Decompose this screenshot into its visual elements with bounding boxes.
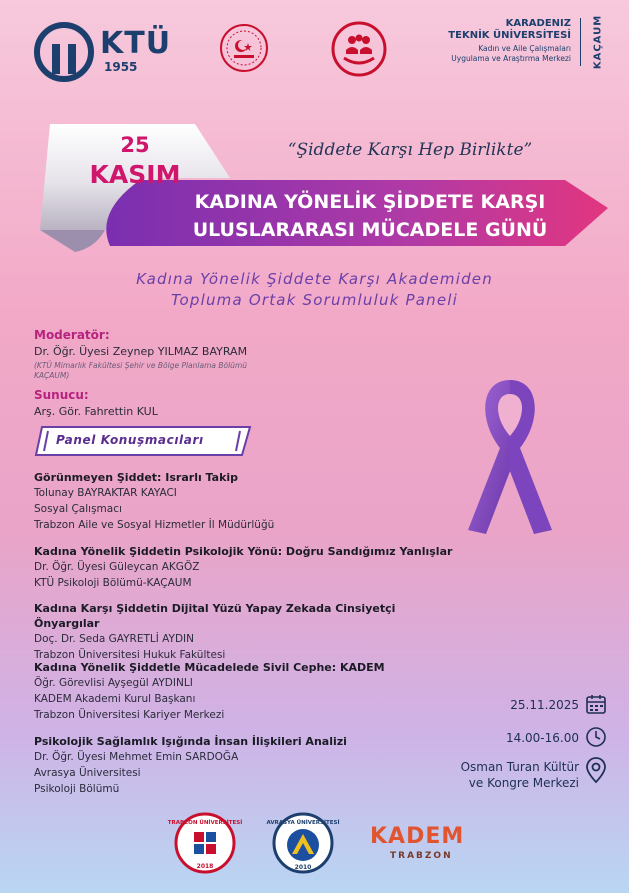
presenter-name: Arş. Gör. Fahrettin KUL: [34, 405, 158, 418]
clock-icon: [585, 726, 607, 748]
moderator-label: Moderatör:: [34, 328, 110, 342]
talk-3: [34, 601, 464, 663]
talk-institution: Trabzon Üniversitesi Kariyer Merkezi: [34, 709, 225, 721]
center-name-line1: Kadın ve Aile Çalışmaları: [478, 44, 571, 53]
talk-institution: Trabzon Aile ve Sosyal Hizmetler İl Müdürlüğü: [34, 519, 275, 531]
main-title-line1: KADINA YÖNELİK ŞİDDETE KARŞI: [194, 191, 546, 213]
kadem-logo-text: KADEM: [370, 824, 465, 849]
talk-speaker: Dr. Öğr. Üyesi Mehmet Emin SARDOĞA: [34, 751, 239, 763]
venue-line1: Osman Turan Kültür: [460, 760, 579, 774]
talk-speaker: Tolunay BAYRAKTAR KAYACI: [34, 487, 177, 499]
trabzon-logo-year: 2018: [196, 863, 214, 870]
calendar-icon: [585, 693, 607, 715]
talk-2: [34, 544, 464, 591]
talk-title: Kadına Yönelik Şiddetin Psikolojik Yönü: Doğru Sandığımız Yanlışlar: [34, 545, 453, 558]
avrasya-logo-text: AVRASYA ÜNİVERSİTESİ: [266, 820, 340, 826]
center-name-line2: Uygulama ve Araştırma Merkezi: [451, 54, 571, 63]
talk-title: Kadına Karşı Şiddetin Dijital Yüzü Yapay Zekada Cinsiyetçi Önyargılar: [34, 602, 396, 630]
ktu-name: KTÜ: [100, 26, 172, 61]
talk-department: Psikoloji Bölümü: [34, 783, 120, 795]
moderator-affiliation-line1: (KTÜ Mimarlık Fakültesi Şehir ve Bölge Planlama Bölümü: [34, 361, 247, 370]
talk-title: Görünmeyen Şiddet: Israrlı Takip: [34, 471, 239, 484]
talk-speaker: Öğr. Görevlisi Ayşegül AYDINLI: [34, 677, 193, 689]
talk-4: [34, 660, 464, 723]
panel-subtitle-line1: Kadına Yönelik Şiddete Karşı Akademiden: [136, 270, 493, 288]
talk-institution: Trabzon Üniversitesi Hukuk Fakültesi: [34, 649, 226, 661]
talk-speaker: Dr. Öğr. Üyesi Güleycan AKGÖZ: [34, 561, 200, 573]
location-pin-icon: [585, 757, 607, 783]
kadem-city: TRABZON: [390, 851, 453, 861]
moderator-affiliation-line2: KAÇAUM): [34, 371, 70, 380]
event-month: KASIM: [89, 160, 181, 189]
center-abbr-vertical: KAÇAUM: [592, 14, 604, 70]
moderator-name: Dr. Öğr. Üyesi Zeynep YILMAZ BAYRAM: [34, 345, 248, 358]
talk-role: Sosyal Çalışmacı: [34, 503, 122, 515]
trabzon-university-logo-icon: [167, 812, 243, 874]
slogan: “Şiddete Karşı Hep Birlikte”: [287, 140, 533, 160]
main-title-line2: ULUSLARARASI MÜCADELE GÜNÜ: [192, 219, 548, 241]
avrasya-logo-year: 2010: [294, 864, 312, 871]
ktu-logo-icon: [34, 22, 94, 82]
presenter-label: Sunucu:: [34, 388, 89, 402]
venue-line2: ve Kongre Merkezi: [468, 776, 579, 790]
header-divider: [580, 18, 581, 66]
awareness-ribbon-icon: [450, 370, 570, 540]
talk-role: KADEM Akademi Kurul Başkanı: [34, 693, 196, 705]
event-time: 14.00-16.00: [505, 731, 579, 745]
talk-title: Psikolojik Sağlamlık Işığında İnsan İlişkileri Analizi: [34, 735, 347, 748]
event-date: 25.11.2025: [510, 698, 579, 712]
talk-1: [34, 470, 464, 533]
trabzon-logo-text: TRABZON ÜNİVERSİTESİ: [167, 820, 243, 826]
ministry-seal-icon: [218, 22, 270, 74]
avrasya-university-logo-icon: [266, 812, 340, 874]
uni-name-line1: KARADENIZ: [505, 18, 571, 29]
talk-institution: KTÜ Psikoloji Bölümü-KAÇAUM: [34, 577, 192, 589]
talk-institution: Avrasya Üniversitesi: [34, 767, 141, 779]
uni-name-line2: TEKNİK ÜNİVERSİTESİ: [448, 30, 571, 41]
kacaum-seal-icon: [330, 20, 388, 78]
talk-title: Kadına Yönelik Şiddetle Mücadelede Sivil Cephe: KADEM: [34, 661, 385, 674]
panel-subtitle-line2: Topluma Ortak Sorumluluk Paneli: [170, 291, 459, 309]
university-block: [448, 18, 571, 64]
talk-5: [34, 734, 464, 797]
talk-speaker: Doç. Dr. Seda GAYRETLİ AYDIN: [34, 633, 194, 645]
panel-heading: Panel Konuşmacıları: [56, 433, 204, 447]
ktu-year: 1955: [104, 60, 138, 74]
event-day: 25: [120, 133, 150, 157]
